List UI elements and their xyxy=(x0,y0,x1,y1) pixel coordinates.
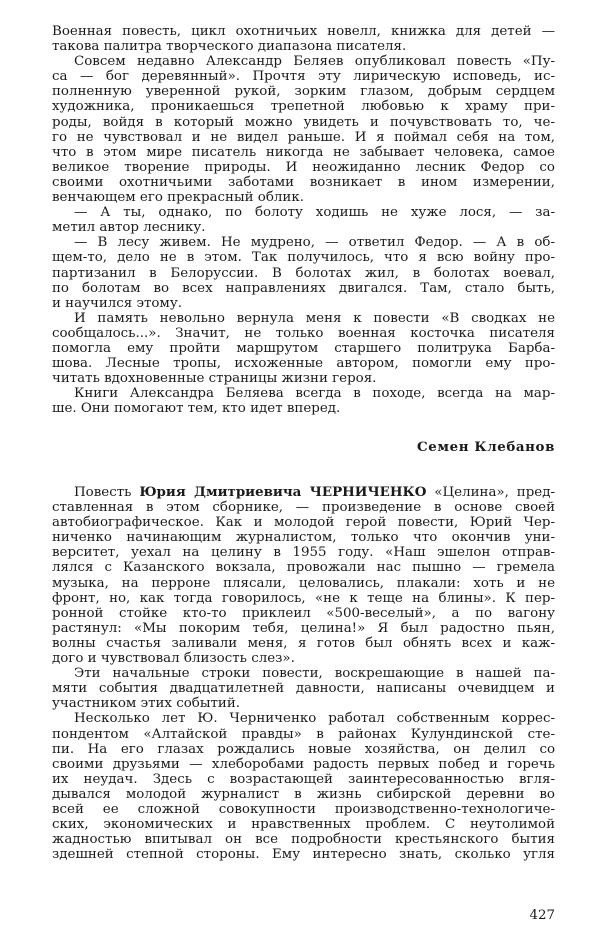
paragraph-line: художника, проникаешься трепетной любовью к храму при- xyxy=(52,99,555,115)
paragraph xyxy=(52,311,555,386)
paragraph-line: — А ты, однако, по болоту ходишь не хуже лося, — за- xyxy=(74,205,555,221)
paragraph-line: ше. Они помогают тем, кто идет вперед. xyxy=(52,401,341,417)
page-number: 427 xyxy=(529,908,555,923)
paragraph-line: — В лесу живем. Не мудрено, — ответил Федор. — А в об- xyxy=(74,235,555,251)
paragraph-line: И память невольно вернула меня к повести «В сводках не xyxy=(74,310,555,326)
paragraph-line: го не чувствовал и не видел раньше. И я поймал себя на том, xyxy=(52,129,555,145)
paragraph-line: здешней степной стороны. Ему интересно знать, сколько угля xyxy=(52,847,555,863)
paragraph xyxy=(52,711,555,862)
paragraph-line: Книги Александра Беляева всегда в походе, всегда на мар- xyxy=(74,386,555,402)
paragraph-line: шова. Лесные тропы, исхоженные автором, помогли ему про- xyxy=(52,356,555,372)
paragraph-line: что в этом мире писатель никогда не забывает человека, самое xyxy=(52,144,555,160)
paragraph-line: ских, экономических и нравственных проблем. С неутолимой xyxy=(52,817,555,833)
line-text: «Целина», пред- xyxy=(426,485,555,500)
paragraph-line: по болотам во всех направлениях двигался. Там, стало быть, xyxy=(52,280,555,296)
paragraph-line: пондентом «Алтайской правды» в районах Кулундинской сте- xyxy=(52,726,555,742)
author-name-bold: Юрия Дмитриевича ЧЕРНИЧЕНКО xyxy=(139,484,427,500)
paragraph-line: растянул: «Мы покорим тебя, целина!» Я был радостно пьян, xyxy=(52,620,555,636)
paragraph-line: сообщалось...». Значит, не только военная косточка писателя xyxy=(52,325,555,341)
paragraph-line: роды, войдя в который можно увидеть и почувствовать то, че- xyxy=(52,114,555,130)
paragraph-line: читать вдохновенные страницы жизни героя. xyxy=(52,371,377,387)
paragraph xyxy=(52,205,555,235)
paragraph-line: фронт, но, как тогда говорилось, «не к теще на блины». К пер- xyxy=(52,590,555,606)
paragraph-line: мяти события двадцатилетней давности, написаны очевидцем и xyxy=(52,681,555,697)
paragraph xyxy=(52,24,555,54)
paragraph xyxy=(52,500,555,666)
paragraph-line: участником этих событий. xyxy=(52,696,241,712)
paragraph-line: ставленная в этом сборнике, — произведение в основе своей xyxy=(52,500,555,516)
paragraph-line: жадностью впитывал он все подробности крестьянского бытия xyxy=(52,832,555,848)
paragraph-line: дывался молодой журналист в жизнь сибирской деревни во xyxy=(52,786,555,802)
paragraph xyxy=(52,54,555,205)
paragraph-line: Военная повесть, цикл охотничьих новелл, книжка для детей — xyxy=(52,24,555,39)
paragraph-line xyxy=(52,485,555,500)
paragraph-line: и научился этому. xyxy=(52,295,182,311)
paragraph-line: щем-то, дело не в этом. Так получилось, что я всю войну про- xyxy=(52,250,555,266)
review-section-chernichenko xyxy=(52,485,555,862)
paragraph-line: венчающем его прекрасный облик. xyxy=(52,190,304,206)
paragraph xyxy=(52,235,555,310)
paragraph xyxy=(52,666,555,711)
paragraph-line: Эти начальные строки повести, воскрешающие в нашей па- xyxy=(74,666,555,682)
line-text: Повесть xyxy=(74,485,140,500)
paragraph-line: Несколько лет Ю. Черниченко работал собственным коррес- xyxy=(74,711,555,727)
paragraph-line: пи. На его глазах рождались новые хозяйства, он делил со xyxy=(52,741,555,757)
paragraph-line: полненную уверенной рукой, зорким глазом, добрым сердцем xyxy=(52,84,555,100)
paragraph-line: метил автор леснику. xyxy=(52,220,206,236)
paragraph-line: своими охотничьими заботами возникает в ином измерении, xyxy=(52,174,555,190)
paragraph-line: своими друзьями — хлеборобами радость первых побед и горечь xyxy=(52,756,555,772)
paragraph-line: са — бог деревянный». Прочтя эту лирическую исповедь, ис- xyxy=(52,69,555,85)
paragraph-line: партизанил в Белоруссии. В болотах жил, в болотах воевал, xyxy=(52,265,555,281)
author-signature: Семен Клебанов xyxy=(417,439,555,455)
paragraph-line: лялся с Казанского вокзала, провожали нас пышно — гремела xyxy=(52,560,555,576)
paragraph-line: автобиографическое. Как и молодой герой повести, Юрий Чер- xyxy=(52,515,555,531)
paragraph-line: ниченко начинающим журналистом, только что окончив уни- xyxy=(52,530,555,546)
paragraph-line: верситет, уехал на целину в 1955 году. «Наш эшелон отправ- xyxy=(52,545,555,561)
paragraph xyxy=(52,386,555,416)
paragraph-line: их неудач. Здесь с возрастающей заинтересованностью вгля- xyxy=(52,771,555,787)
paragraph-line: Совсем недавно Александр Беляев опубликовал повесть «Пу- xyxy=(74,54,555,70)
paragraph-line: великое творение природы. И неожиданно лесник Федор со xyxy=(52,159,555,175)
paragraph-line: волны счастья заливали меня, я готов был обнять всех и каж- xyxy=(52,635,555,651)
paragraph-line: всей ее сложной совокупности производственно-технологиче- xyxy=(52,801,555,817)
paragraph-line: такова палитра творческого диапазона писателя. xyxy=(52,39,407,55)
paragraph-line: ронной стойке кто-то приклеил «500-веселый», а по вагону xyxy=(52,605,555,621)
paragraph-line: помогла ему пройти маршрутом старшего политрука Барба- xyxy=(52,340,555,356)
paragraph-line: дого и чувствовал близость слез». xyxy=(52,651,295,667)
paragraph-line: музыка, на перроне плясали, целовались, плакали: хоть и не xyxy=(52,575,555,591)
review-section-belyaev xyxy=(52,24,555,416)
